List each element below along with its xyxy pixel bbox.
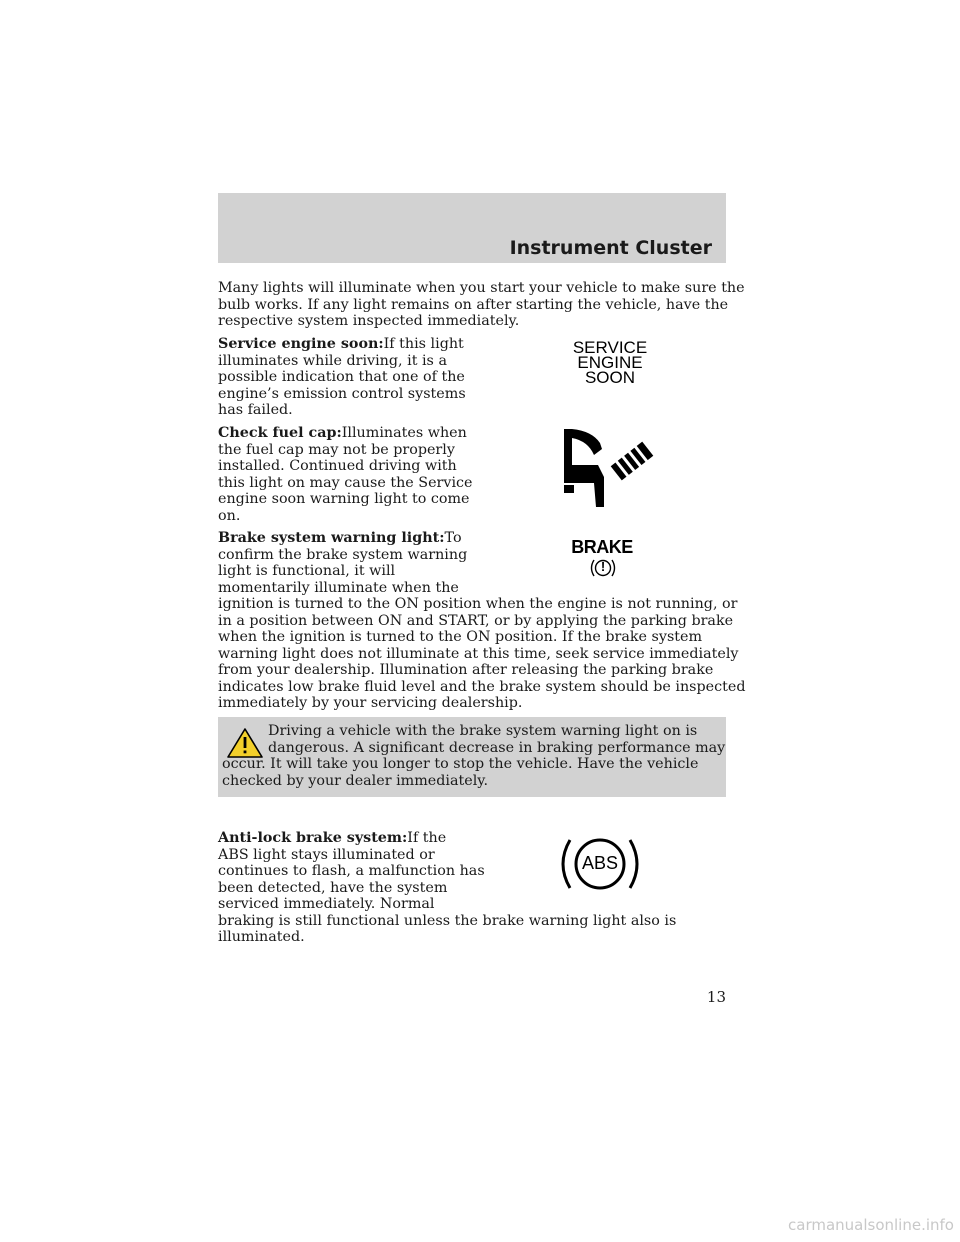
- abs-line: continues to flash, a malfunction has: [218, 863, 485, 879]
- brake-line: when the ignition is turned to the ON position. If the brake system: [218, 629, 703, 645]
- brake-line: confirm the brake system warning: [218, 546, 468, 563]
- fuel-cap-heading: Check fuel cap:: [218, 425, 342, 441]
- brake-line: Brake system warning light:To: [218, 530, 462, 546]
- abs-line: serviced immediately. Normal: [218, 896, 435, 912]
- brake-heading: Brake system warning light:: [218, 530, 445, 546]
- abs-line: ABS light stays illuminated or: [218, 846, 435, 863]
- warning-triangle-icon: [226, 727, 264, 759]
- section-header: [218, 193, 726, 263]
- indicator-text: ENGINE: [577, 353, 643, 372]
- brake-line: in a position between ON and START, or by applying the parking brake: [218, 612, 734, 629]
- intro-line: respective system inspected immediately.: [218, 313, 520, 329]
- brake-line: indicates low brake fluid level and the brake system should be inspected: [218, 678, 746, 695]
- warning-line: checked by your dealer immediately.: [222, 772, 488, 789]
- fuel-cap-line: Check fuel cap:Illuminates when: [218, 425, 467, 441]
- warning-line: occur. It will take you longer to stop the vehicle. Have the vehicle: [222, 756, 699, 772]
- page-number: 13: [706, 988, 726, 1006]
- abs-line: illuminated.: [218, 929, 305, 945]
- warning-box: [218, 717, 726, 797]
- brake-line: immediately by your servicing dealership.: [218, 695, 523, 711]
- fuel-cap-line: the fuel cap may not be properly: [218, 441, 455, 458]
- brake-line: warning light does not illuminate at this time, seek service immediately: [218, 645, 739, 662]
- section-title: Instrument Cluster: [509, 237, 712, 259]
- fuel-cap-icon: [560, 425, 660, 510]
- abs-indicator-label: ABS: [581, 853, 619, 873]
- brake-line: light is functional, it will: [218, 563, 396, 579]
- service-engine-line: engine’s emission control systems: [218, 385, 466, 402]
- service-engine-line: possible indication that one of the: [218, 369, 465, 385]
- brake-indicator-symbol: !: [600, 559, 606, 574]
- warning-line: dangerous. A significant decrease in braking performance may: [268, 739, 726, 756]
- brake-line: from your dealership. Illumination after releasing the parking brake: [218, 662, 714, 678]
- abs-line: been detected, have the system: [218, 879, 448, 896]
- service-engine-heading: Service engine soon:: [218, 336, 384, 352]
- watermark: carmanualsonline.info: [788, 1216, 954, 1234]
- service-engine-line: illuminates while driving, it is a: [218, 352, 447, 369]
- fuel-cap-line: engine soon warning light to come: [218, 491, 470, 507]
- fuel-cap-line: this light on may cause the Service: [218, 474, 473, 491]
- indicator-text: SOON: [584, 368, 636, 387]
- brake-indicator-label: BRAKE: [571, 537, 633, 557]
- intro-line: bulb works. If any light remains on after starting the vehicle, have the: [218, 296, 729, 313]
- indicator-text: SERVICE: [572, 338, 648, 357]
- brake-line: ignition is turned to the ON position when the engine is not running, or: [218, 596, 738, 612]
- warning-line: Driving a vehicle with the brake system warning light on is: [268, 723, 698, 739]
- fuel-cap-line: on.: [218, 507, 241, 524]
- abs-line: Anti-lock brake system:If the: [218, 830, 447, 846]
- service-engine-line: has failed.: [218, 402, 293, 418]
- service-engine-line: Service engine soon:If this light: [218, 336, 464, 352]
- abs-line: braking is still functional unless the brake warning light also is: [218, 912, 677, 929]
- intro-line: Many lights will illuminate when you start your vehicle to make sure the: [218, 280, 745, 296]
- fuel-cap-line: installed. Continued driving with: [218, 458, 457, 474]
- brake-line: momentarily illuminate when the: [218, 579, 459, 596]
- abs-heading: Anti-lock brake system:: [218, 830, 408, 846]
